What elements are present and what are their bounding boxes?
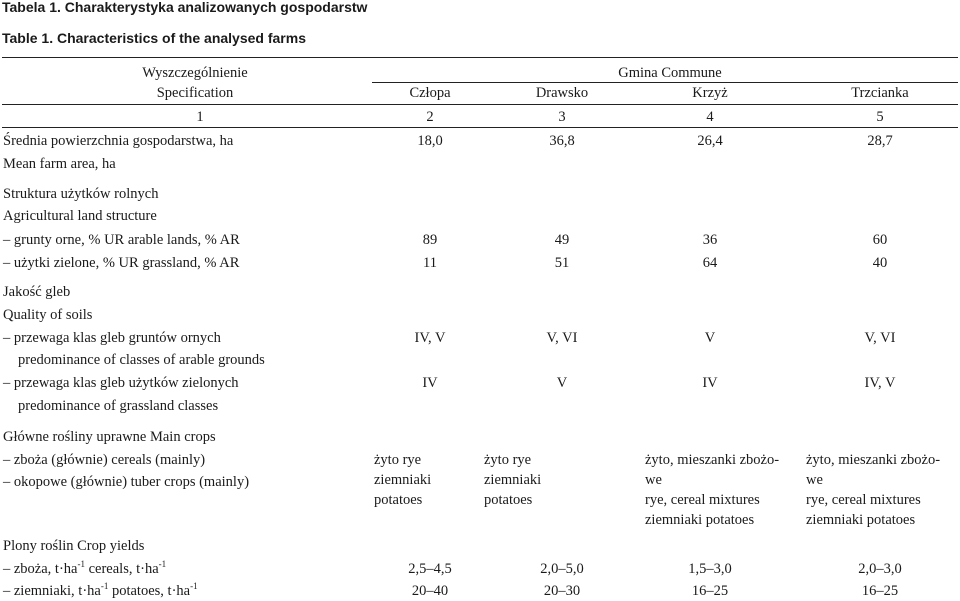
yield-potatoes-value: 20–40 xyxy=(411,583,449,599)
yield-cereals-value: 2,5–4,5 xyxy=(408,561,452,577)
label-part: cereals, t·ha xyxy=(84,561,159,577)
soil-arable-label-pl: – przewaga klas gleb gruntów ornych xyxy=(3,330,221,346)
column-number: 2 xyxy=(426,109,434,125)
header-commune: Drawsko xyxy=(535,85,589,101)
crops-col4 xyxy=(645,450,779,530)
soil-grass-value: IV, V xyxy=(864,375,896,391)
label-part: – zboża, t·ha xyxy=(3,561,78,577)
yield-potatoes-value: 16–25 xyxy=(861,583,899,599)
area-label-en: Mean farm area, ha xyxy=(3,156,116,172)
yield-cereals-label xyxy=(3,559,167,577)
header-spec-pl: Wyszczególnienie xyxy=(142,65,248,81)
exponent: -1 xyxy=(77,559,85,570)
header-gmina: Gmina Commune xyxy=(618,65,722,81)
soil-grass-value: V xyxy=(556,375,568,391)
soil-grass-label-pl: – przewaga klas gleb użytków zielonych xyxy=(3,375,239,391)
structure-value: 60 xyxy=(872,232,888,248)
area-value: 26,4 xyxy=(697,133,723,149)
crop-line: rye, cereal mixtures xyxy=(645,492,760,508)
crop-line: żyto, mieszanki zbożo- xyxy=(806,452,941,468)
crop-line: żyto rye xyxy=(374,452,422,468)
soil-arable-value: V, VI xyxy=(864,330,896,346)
table-title-en: Table 1. Characteristics of the analysed farms xyxy=(2,30,306,46)
soil-arable-value: V xyxy=(704,330,716,346)
yield-potatoes-label xyxy=(3,581,198,599)
structure-value: 36 xyxy=(702,232,718,248)
crops-col5 xyxy=(806,450,940,530)
structure-title-en: Agricultural land structure xyxy=(3,208,157,224)
structure-value: 49 xyxy=(554,232,570,248)
label-part: – ziemniaki, t·ha xyxy=(3,583,101,599)
header-commune: Trzcianka xyxy=(851,85,909,101)
area-label-pl: Średnia powierzchnia gospodarstwa, ha xyxy=(3,133,234,149)
column-number: 4 xyxy=(706,109,714,125)
rule-numbers xyxy=(2,127,958,128)
header-commune: Krzyż xyxy=(692,85,728,101)
soil-grass-label-en: predominance of grassland classes xyxy=(18,398,219,414)
structure-value: 89 xyxy=(422,232,438,248)
label-part: potatoes, t·ha xyxy=(108,583,191,599)
table-title-pl: Tabela 1. Charakterystyka analizowanych gospodarstw xyxy=(2,0,368,15)
crops-col3 xyxy=(484,450,541,510)
crop-line: żyto rye xyxy=(484,452,532,468)
structure-title-pl: Struktura użytków rolnych xyxy=(3,186,159,202)
yield-potatoes-value: 16–25 xyxy=(691,583,729,599)
yields-title: Plony roślin Crop yields xyxy=(3,538,145,554)
crops-cereals-label: – zboża (głównie) cereals (mainly) xyxy=(3,452,206,468)
crop-line: ziemniaki xyxy=(484,472,542,488)
crop-line: potatoes xyxy=(484,492,533,508)
structure-value: 40 xyxy=(872,255,888,271)
crop-line: we xyxy=(645,472,662,488)
soil-arable-label-en: predominance of classes of arable grounds xyxy=(18,352,265,368)
column-number: 5 xyxy=(876,109,884,125)
soil-arable-value: V, VI xyxy=(546,330,578,346)
crop-line: ziemniaki potatoes xyxy=(645,512,755,528)
soil-arable-value: IV, V xyxy=(414,330,446,346)
crops-tuber-label: – okopowe (głównie) tuber crops (mainly) xyxy=(3,474,250,490)
exponent: -1 xyxy=(100,581,109,592)
structure-value: 51 xyxy=(554,255,570,271)
yield-cereals-value: 2,0–3,0 xyxy=(858,561,902,577)
crop-line: żyto, mieszanki zbożo- xyxy=(645,452,780,468)
structure-value: 11 xyxy=(423,255,437,271)
rule-top xyxy=(2,57,958,58)
exponent: -1 xyxy=(190,581,198,592)
column-number: 3 xyxy=(558,109,566,125)
structure-row-label: – użytki zielone, % UR grassland, % AR xyxy=(3,255,240,271)
crop-line: we xyxy=(806,472,823,488)
soil-title-pl: Jakość gleb xyxy=(3,284,71,300)
yield-cereals-value: 1,5–3,0 xyxy=(688,561,732,577)
crops-col2 xyxy=(374,450,431,510)
crop-line: ziemniaki potatoes xyxy=(806,512,916,528)
soil-grass-value: IV xyxy=(422,375,438,391)
area-value: 28,7 xyxy=(867,133,893,149)
crop-line: potatoes xyxy=(374,492,423,508)
header-spec-en: Specification xyxy=(156,85,234,101)
structure-row-label: – grunty orne, % UR arable lands, % AR xyxy=(3,232,240,248)
header-commune: Człopa xyxy=(409,85,451,101)
area-value: 36,8 xyxy=(549,133,575,149)
crop-line: rye, cereal mixtures xyxy=(806,492,921,508)
yield-cereals-value: 2,0–5,0 xyxy=(540,561,584,577)
column-number: 1 xyxy=(196,109,204,125)
yield-potatoes-value: 20–30 xyxy=(543,583,581,599)
area-value: 18,0 xyxy=(417,133,443,149)
rule-gmina xyxy=(372,82,958,83)
crop-line: ziemniaki xyxy=(374,472,432,488)
rule-header xyxy=(2,104,958,105)
soil-title-en: Quality of soils xyxy=(3,307,93,323)
structure-value: 64 xyxy=(702,255,718,271)
exponent: -1 xyxy=(158,559,167,570)
soil-grass-value: IV xyxy=(702,375,718,391)
crops-title: Główne rośliny uprawne Main crops xyxy=(3,429,216,445)
